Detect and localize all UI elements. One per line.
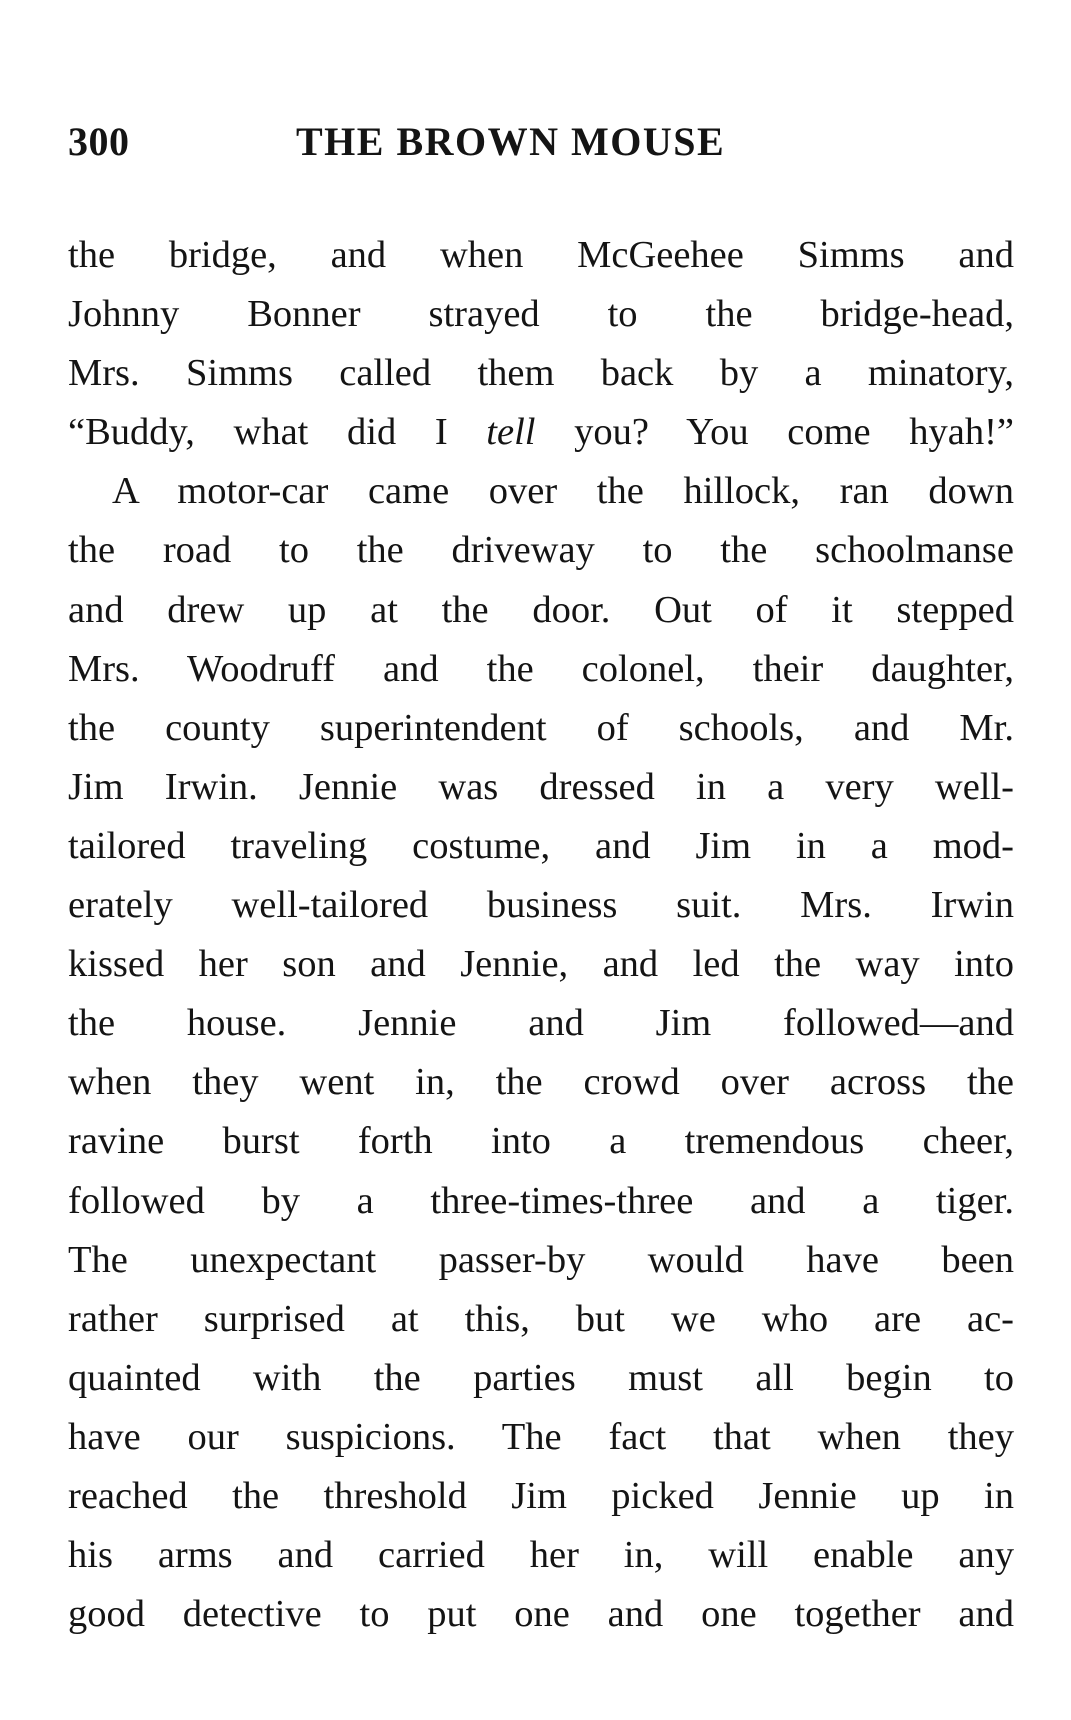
page-number: 300 xyxy=(68,119,130,164)
text-line: his arms and carried her in, will enable any xyxy=(68,1534,1014,1577)
text-line: good detective to put one and one together and xyxy=(68,1593,1014,1636)
text-line: the house. Jennie and Jim followed—and xyxy=(68,1002,1014,1045)
italic-text: tell xyxy=(486,411,536,454)
text-line xyxy=(68,403,1014,462)
text-line: The unexpectant passer-by would have been xyxy=(68,1238,1014,1281)
text-line: Johnny Bonner strayed to the bridge-head, xyxy=(68,293,1014,336)
page-header xyxy=(68,118,1014,178)
text-line: reached the threshold Jim picked Jennie up in xyxy=(68,1474,1014,1517)
text-line: the county superintendent of schools, and Mr. xyxy=(68,706,1014,749)
text-line: Jim Irwin. Jennie was dressed in a very well- xyxy=(68,765,1014,808)
text-line: ravine burst forth into a tremendous cheer, xyxy=(68,1120,1014,1163)
text-line: the road to the driveway to the schoolmanse xyxy=(68,529,1014,572)
text-line: kissed her son and Jennie, and led the way into xyxy=(68,943,1014,986)
text-line: quainted with the parties must all begin to xyxy=(68,1356,1014,1399)
text-line: Mrs. Woodruff and the colonel, their daughter, xyxy=(68,647,1014,690)
text-line: when they went in, the crowd over across the xyxy=(68,1061,1014,1104)
text-line: have our suspicions. The fact that when they xyxy=(68,1415,1014,1458)
text-line: followed by a three-times-three and a tiger. xyxy=(68,1179,1014,1222)
text-line: the bridge, and when McGeehee Simms and xyxy=(68,234,1014,276)
text-line: rather surprised at this, but we who are ac- xyxy=(68,1297,1014,1340)
body-text xyxy=(68,226,1014,1644)
paragraph-start-line: A motor-car came over the hillock, ran down xyxy=(112,470,1014,513)
text-line: Mrs. Simms called them back by a minatory, xyxy=(68,352,1014,395)
text-line: tailored traveling costume, and Jim in a mod- xyxy=(68,824,1014,867)
running-head: THE BROWN MOUSE xyxy=(296,119,726,164)
text-line: and drew up at the door. Out of it stepped xyxy=(68,588,1014,631)
text-segment: you? You come hyah!” xyxy=(535,411,1014,454)
text-segment: “Buddy, what did I xyxy=(68,411,487,454)
text-line: erately well-tailored business suit. Mrs. Irwin xyxy=(68,884,1014,927)
